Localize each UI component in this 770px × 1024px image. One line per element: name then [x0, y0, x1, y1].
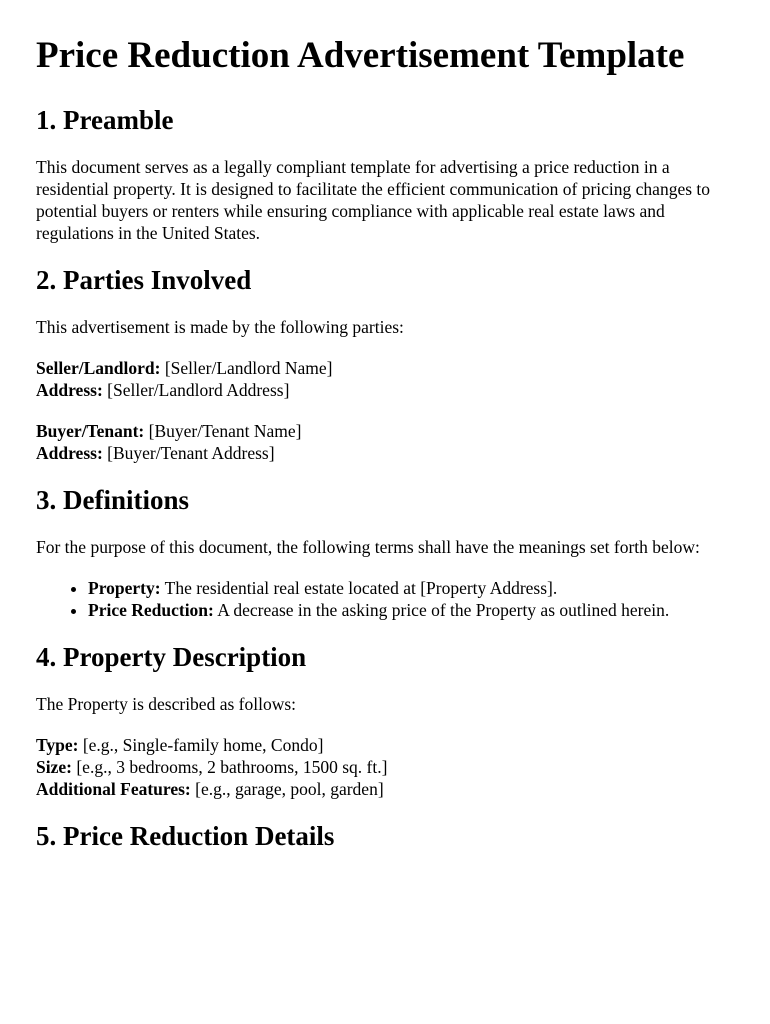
field-label: Buyer/Tenant:	[36, 421, 145, 441]
preamble-text: This document serves as a legally compliant template for advertising a price reduction in a residential property. It is designed to facilitate the efficient communication of pricing changes to potential buyers or renters while ensuring compliance with applicable real estate laws and regulations in the United States.	[36, 157, 711, 243]
description-intro: The Property is described as follows:	[36, 694, 297, 714]
field-value: [Seller/Landlord Address]	[102, 380, 290, 400]
field-value: [Seller/Landlord Name]	[160, 358, 333, 378]
section-heading: 2. Parties Involved	[36, 265, 252, 295]
field-label: Size:	[36, 757, 72, 777]
type-line	[36, 734, 734, 756]
field-value: [e.g., 3 bedrooms, 2 bathrooms, 1500 sq. ft.]	[71, 757, 388, 777]
field-label: Seller/Landlord:	[36, 358, 161, 378]
section-property-description	[36, 641, 734, 800]
buyer-address-line	[36, 442, 734, 464]
section-heading: 3. Definitions	[36, 485, 190, 515]
seller-fields	[36, 357, 734, 401]
field-label: Type:	[36, 735, 79, 755]
seller-line	[36, 357, 734, 379]
features-line	[36, 778, 734, 800]
description-fields	[36, 734, 734, 800]
field-value: [Buyer/Tenant Name]	[144, 421, 302, 441]
definition-term: Property:	[88, 578, 161, 598]
buyer-fields	[36, 420, 734, 464]
list-item	[88, 599, 734, 621]
field-value: [e.g., garage, pool, garden]	[190, 779, 384, 799]
definitions-intro: For the purpose of this document, the following terms shall have the meanings set forth below:	[36, 537, 700, 557]
field-label: Additional Features:	[36, 779, 191, 799]
section-parties	[36, 264, 734, 464]
list-item	[88, 577, 734, 599]
document-title: Price Reduction Advertisement Template	[36, 35, 685, 76]
field-label: Address:	[36, 380, 103, 400]
parties-intro: This advertisement is made by the following parties:	[36, 317, 404, 337]
seller-address-line	[36, 379, 734, 401]
buyer-line	[36, 420, 734, 442]
definition-text: A decrease in the asking price of the Property as outlined herein.	[213, 600, 670, 620]
section-price-reduction	[36, 820, 734, 852]
definitions-list	[36, 577, 734, 621]
section-heading: 4. Property Description	[36, 642, 307, 672]
section-heading: 1. Preamble	[36, 105, 174, 135]
definition-text: The residential real estate located at [Property Address].	[160, 578, 558, 598]
section-definitions	[36, 484, 734, 621]
field-value: [e.g., Single-family home, Condo]	[78, 735, 324, 755]
definition-term: Price Reduction:	[88, 600, 214, 620]
section-heading: 5. Price Reduction Details	[36, 821, 335, 851]
field-value: [Buyer/Tenant Address]	[102, 443, 275, 463]
size-line	[36, 756, 734, 778]
field-label: Address:	[36, 443, 103, 463]
section-preamble	[36, 104, 734, 244]
